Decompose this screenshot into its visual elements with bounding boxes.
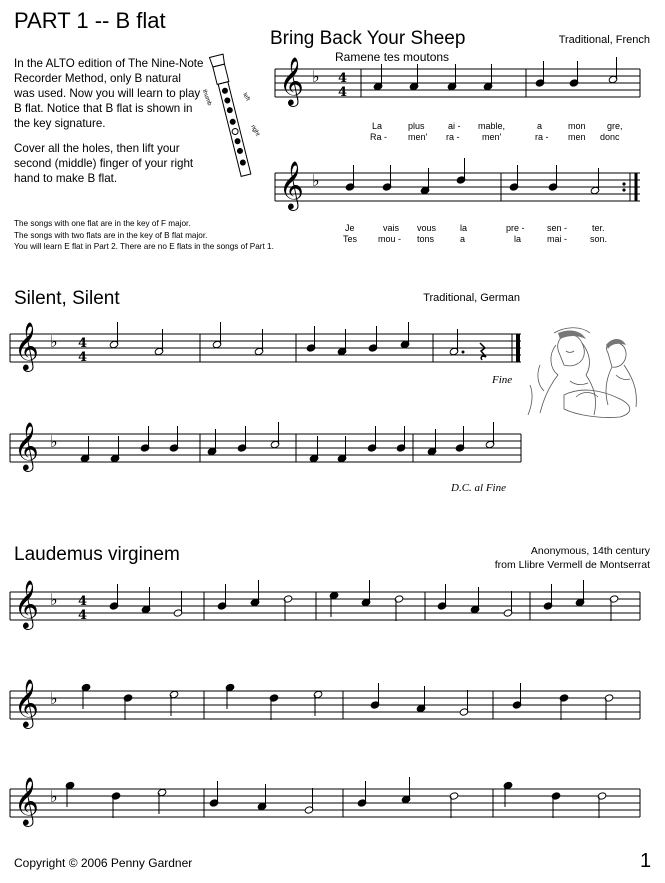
notes (373, 57, 618, 91)
staff-silent-1 (10, 321, 521, 372)
staff-laudemus-2 (10, 678, 640, 729)
lyric: Tes (343, 234, 358, 244)
treble-clef-icon: 𝄞 (279, 160, 304, 209)
treble-clef-icon: 𝄞 (14, 776, 39, 825)
quarter-rest-icon (480, 343, 486, 360)
staff-bring-back-2 (275, 158, 640, 211)
lyric: vais (383, 223, 400, 233)
notes (80, 422, 495, 463)
lyric: ra - (535, 132, 549, 142)
copyright: Copyright © 2006 Penny Gardner (14, 856, 193, 870)
lyric: sen - (547, 223, 568, 233)
key-note: The songs with two flats are in the key of B flat major. (14, 230, 208, 240)
song-title-bring-back: Bring Back Your Sheep (270, 28, 466, 49)
song-credit: Traditional, German (423, 292, 520, 304)
flat-sign-icon: ♭ (50, 432, 58, 451)
lyric: pre - (506, 223, 525, 233)
lyric: la (460, 223, 468, 233)
song-credit-source: from Llibre Vermell de Montserrat (494, 559, 650, 571)
lyric: gre, (607, 121, 623, 131)
dc-al-fine-marking: D.C. al Fine (451, 482, 506, 494)
flat-sign-icon: ♭ (50, 590, 58, 609)
lyric: La (372, 121, 383, 131)
treble-clef-icon: 𝄞 (14, 321, 39, 370)
treble-clef-icon: 𝄞 (14, 421, 39, 470)
thumb-label: thumb (200, 88, 213, 107)
time-signature: 4 (78, 350, 88, 365)
lyric: men' (408, 132, 428, 142)
song-credit: Traditional, French (558, 34, 650, 46)
lyric: plus (408, 121, 425, 131)
intro-paragraph: Cover all the holes, then lift your second (middle) finger of your right hand to make B flat. (14, 142, 194, 185)
key-note: The songs with one flat are in the key of F major. (14, 219, 191, 228)
flat-sign-icon: ♭ (312, 171, 320, 190)
time-signature: 4 (78, 608, 88, 623)
notes (65, 777, 607, 818)
time-signature: 4 (338, 85, 348, 100)
lyric: son. (590, 234, 608, 244)
intro-paragraph: In the ALTO edition of The Nine-Note Recorder Method, only B natural was used. Now you will learn to play B flat. Notice that B flat is shown in the key signature. (14, 57, 204, 130)
staff-bring-back-1 (275, 56, 640, 107)
lyric: men' (482, 132, 502, 142)
song-credit: Anonymous, 14th century (530, 545, 650, 557)
lyric: mon (568, 121, 586, 131)
lyric: mou - (378, 234, 402, 244)
treble-clef-icon: 𝄞 (279, 56, 304, 105)
flat-sign-icon: ♭ (50, 332, 58, 351)
lyric: mable, (478, 121, 506, 131)
treble-clef-icon: 𝄞 (14, 678, 39, 727)
treble-clef-icon: 𝄞 (14, 579, 39, 628)
flat-sign-icon: ♭ (312, 67, 320, 86)
fine-marking: Fine (492, 374, 513, 386)
flat-sign-icon: ♭ (50, 787, 58, 806)
lyric: la (514, 234, 522, 244)
time-signature: 4 (78, 336, 88, 351)
notes (81, 683, 614, 720)
lyric: vous (417, 223, 437, 233)
staff-silent-2 (10, 421, 521, 472)
lyric: mai - (547, 234, 567, 244)
lyric: tons (417, 234, 435, 244)
lyric: ter. (592, 223, 605, 233)
song-title-silent: Silent, Silent (14, 288, 120, 309)
lyric: a (537, 121, 543, 131)
time-signature: 4 (338, 71, 348, 86)
song-title-laudemus: Laudemus virginem (14, 544, 180, 565)
lyric: donc (600, 132, 620, 142)
notes (109, 580, 619, 621)
right-hand-label: right (249, 124, 261, 138)
staff-laudemus-1 (10, 579, 640, 630)
page-title: PART 1 -- B flat (14, 8, 166, 33)
lyric: a (460, 234, 466, 244)
page-number: 1 (640, 850, 652, 872)
lyric: men (568, 132, 586, 142)
key-note: You will learn E flat in Part 2. There are no E flats in the songs of Part 1. (14, 242, 274, 251)
time-signature: 4 (78, 594, 88, 609)
lyric: ai - (448, 121, 461, 131)
staff-laudemus-3 (10, 776, 640, 827)
lyric: ra - (446, 132, 460, 142)
lyric: Je (345, 223, 355, 233)
lyric: Ra - (370, 132, 388, 142)
song-subtitle: Ramene tes moutons (335, 50, 450, 64)
left-hand-label: left (241, 92, 251, 103)
notes (345, 158, 600, 195)
flat-sign-icon: ♭ (50, 689, 58, 708)
